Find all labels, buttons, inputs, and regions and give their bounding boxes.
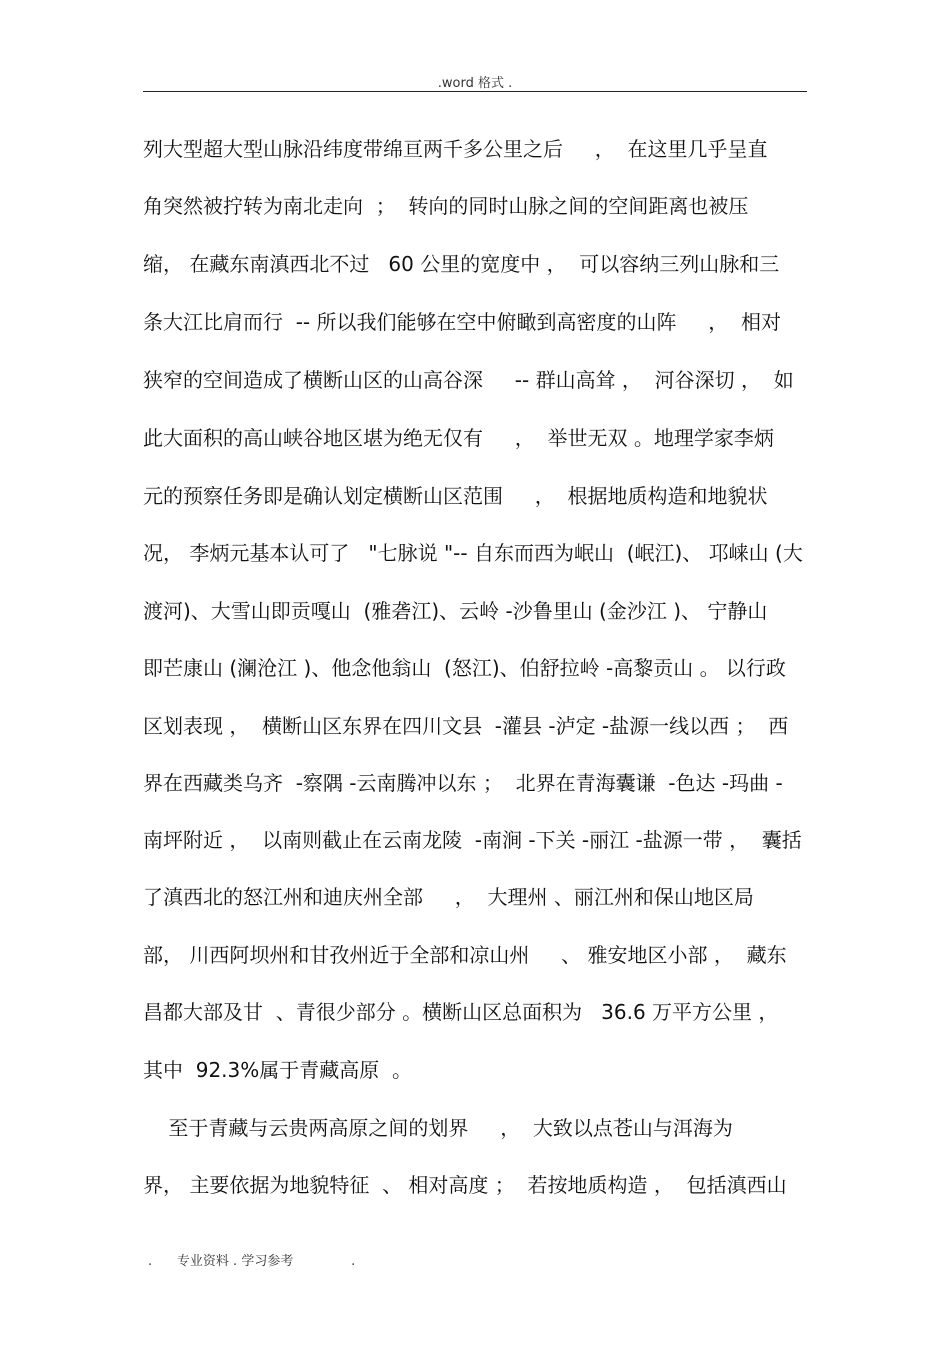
body-line: 界， 主要依据为地貌特征 、 相对高度 ； 若按地质构造 ， 包括滇西山: [143, 1173, 787, 1197]
body-line: 况， 李炳元基本认可了 "七脉说 "-- 自东而西为岷山 (岷江)、 邛崃山 (大: [143, 541, 803, 565]
body-line: 区划表现 ， 横断山区东界在四川文县 -灌县 -泸定 -盐源一线以西 ； 西: [143, 714, 789, 738]
body-line: 条大江比肩而行 -- 所以我们能够在空中俯瞰到高密度的山阵 ， 相对: [143, 310, 782, 334]
body-line: 南坪附近 ， 以南则截止在云南龙陵 -南涧 -下关 -丽江 -盐源一带 ， 囊括: [143, 828, 802, 852]
body-line: 渡河)、大雪山即贡嘎山 (雅砻江)、云岭 -沙鲁里山 (金沙江 )、 宁静山: [143, 599, 768, 623]
body-line: 其中 92.3%属于青藏高原 。: [143, 1058, 412, 1082]
body-line: 缩， 在藏东南滇西北不过 60 公里的宽度中 ， 可以容纳三列山脉和三: [143, 252, 780, 276]
body-line: 了滇西北的怒江州和迪庆州全部 ， 大理州 、丽江州和保山地区局: [143, 885, 754, 909]
body-line: 昌都大部及甘 、青很少部分 。横断山区总面积为 36.6 万平方公里 ，: [143, 1000, 779, 1024]
body-line: 界在西藏类乌齐 -察隅 -云南腾冲以东 ； 北界在青海囊谦 -色达 -玛曲 -: [143, 771, 783, 795]
body-line: 此大面积的高山峡谷地区堪为绝无仅有 ， 举世无双 。地理学家李炳: [143, 426, 774, 450]
body-line: 列大型超大型山脉沿纬度带绵亘两千多公里之后 ， 在这里几乎呈直: [143, 137, 768, 161]
body-line: 即芒康山 (澜沧江 )、他念他翁山 (怒江)、伯舒拉岭 -高黎贡山 。 以行政: [143, 656, 786, 680]
body-line: 狭窄的空间造成了横断山区的山高谷深 -- 群山高耸 ， 河谷深切 ， 如: [143, 368, 794, 392]
page-header: .word 格式 .: [437, 76, 513, 91]
page-footer: . 专业资料 . 学习参考 .: [148, 1254, 356, 1269]
body-line: 元的预察任务即是确认划定横断山区范围 ， 根据地质构造和地貌状: [143, 484, 768, 508]
paragraph-start-line: 至于青藏与云贵两高原之间的划界 ， 大致以点苍山与洱海为: [143, 1116, 733, 1140]
body-line: 角突然被拧转为南北走向 ； 转向的同时山脉之间的空间距离也被压: [143, 194, 749, 218]
header-divider: [143, 91, 807, 92]
body-line: 部， 川西阿坝州和甘孜州近于全部和凉山州 、 雅安地区小部 ， 藏东: [143, 943, 787, 967]
